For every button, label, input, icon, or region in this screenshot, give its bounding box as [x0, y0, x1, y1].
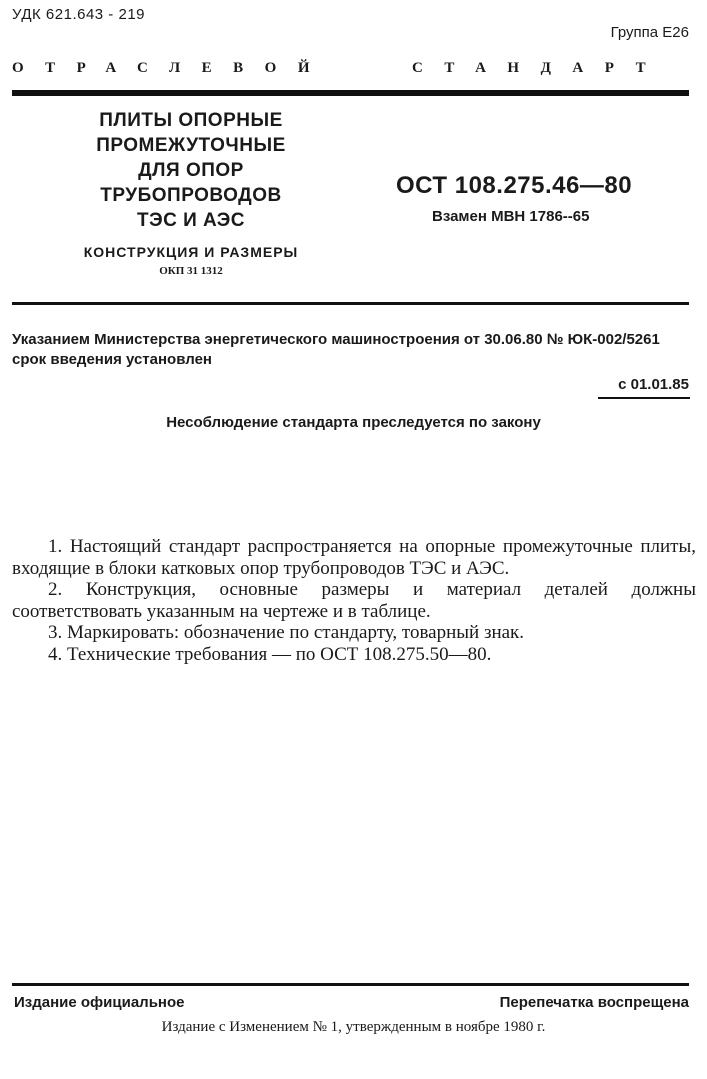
- body-paragraph: 3. Маркировать: обозначение по стандарту, товарный знак.: [48, 622, 525, 643]
- category-right: СТАНДАРТ: [412, 60, 668, 76]
- okp-code: ОКП 31 1312: [159, 265, 223, 277]
- header-rule: [12, 90, 689, 96]
- law-notice: Несоблюдение стандарта преследуется по закону: [166, 414, 541, 431]
- title-line: ДЛЯ ОПОР: [138, 160, 244, 181]
- replaces-note: Взамен МВН 1786--65: [432, 208, 590, 225]
- title-line: ТЭС И АЭС: [136, 210, 246, 231]
- body-paragraph: 4. Технические требования — по ОСТ 108.275.50—80.: [48, 643, 492, 665]
- body-text: [12, 536, 696, 665]
- effective-date: с 01.01.85: [618, 376, 689, 393]
- edition-note: Издание с Изменением № 1, утвержденным в ноябре 1980 г.: [161, 1019, 546, 1035]
- title-line: ПЛИТЫ ОПОРНЫЕ: [99, 110, 283, 131]
- reprint-prohibited: Перепечатка воспрещена: [499, 994, 689, 1011]
- date-underline: [598, 397, 690, 399]
- title-subtitle: КОНСТРУКЦИЯ И РАЗМЕРЫ: [83, 244, 299, 260]
- decree-text: Указанием Министерства энергетического машиностроения от 30.06.80 № ЮК-002/5261 срок введения установлен: [12, 331, 660, 368]
- category-left: ОТРАСЛЕВОЙ: [12, 60, 331, 76]
- official-edition: Издание официальное: [14, 994, 185, 1011]
- body-paragraph: 2. Конструкция, основные размеры и материал деталей должны соответствовать указанным на чертеже и в таблице.: [12, 579, 696, 622]
- standard-designation: ОСТ 108.275.46—80: [396, 172, 633, 199]
- udk-code: УДК 621.643 - 219: [12, 6, 145, 23]
- group-code: Группа Е26: [610, 24, 689, 41]
- footer-rule: [12, 983, 689, 986]
- standard-title: [36, 108, 346, 277]
- title-rule: [12, 302, 689, 305]
- title-line: ТРУБОПРОВОДОВ: [100, 185, 282, 206]
- body-paragraph: 1. Настоящий стандарт распространяется на опорные промежуточные плиты, входящие в блоки катковых опор трубопроводов ТЭС и АЭС.: [12, 536, 696, 579]
- title-line: ПРОМЕЖУТОЧНЫЕ: [96, 135, 286, 156]
